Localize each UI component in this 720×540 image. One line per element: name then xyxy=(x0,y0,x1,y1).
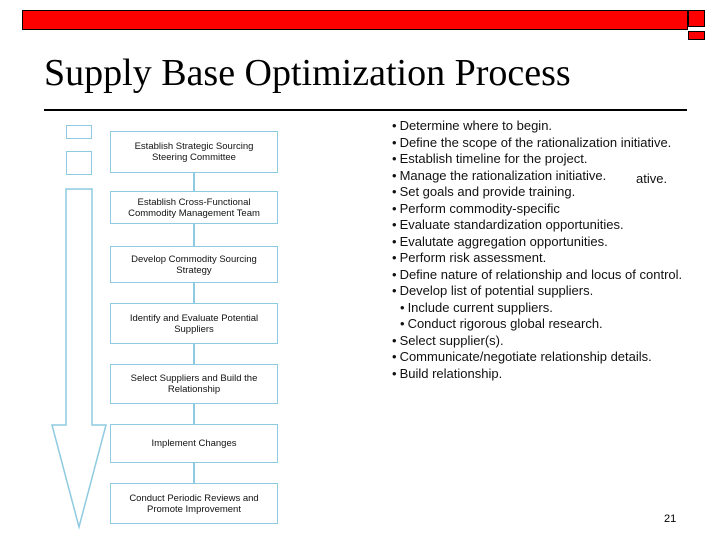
process-flow-diagram xyxy=(30,115,290,535)
bullet-item: • Determine where to begin. xyxy=(392,118,712,135)
page-number: 21 xyxy=(664,513,677,525)
bullet-item: • Establish timeline for the project. xyxy=(392,151,712,168)
bullet-subitem: • Conduct rigorous global research. xyxy=(392,316,712,333)
title-accent-bar xyxy=(22,10,688,30)
bullets-group-3 xyxy=(392,333,712,383)
step-sourcing-strategy: Develop Commodity Sourcing Strategy xyxy=(110,246,278,283)
overlapping-text-fragment: ative. xyxy=(636,171,668,186)
bullet-item: • Define nature of relationship and locus of control. xyxy=(392,267,712,284)
process-arrow xyxy=(30,115,110,535)
step-steering-committee: Establish Strategic Sourcing Steering Committee xyxy=(110,131,278,173)
bullet-list xyxy=(392,118,712,382)
bullet-subitem: • Include current suppliers. xyxy=(392,300,712,317)
flow-connector xyxy=(193,344,195,364)
bullet-item: • Define the scope of the rationalization initiative. xyxy=(392,135,712,152)
step-periodic-reviews: Conduct Periodic Reviews and Promote Improvement xyxy=(110,483,278,524)
step-implement-changes: Implement Changes xyxy=(110,424,278,463)
flow-connector xyxy=(193,463,195,483)
bullet-item: • Select supplier(s). xyxy=(392,333,712,350)
bullet-item: • Evalutate aggregation opportunities. xyxy=(392,234,712,251)
slide-title: Supply Base Optimization Process xyxy=(44,52,571,94)
bullets-group-2 xyxy=(392,168,712,333)
bullet-item: • Manage the rationalization initiative. xyxy=(392,168,712,185)
bullet-item: • Evaluate standardization opportunities. xyxy=(392,217,712,234)
bullets-group-1 xyxy=(392,118,712,168)
arrow-tab-middle xyxy=(66,151,92,175)
bullet-item: • Perform risk assessment. xyxy=(392,250,712,267)
arrow-tab-top xyxy=(66,125,92,139)
flow-connector xyxy=(193,404,195,424)
step-evaluate-suppliers: Identify and Evaluate Potential Suppliers xyxy=(110,303,278,344)
title-underline xyxy=(44,109,687,111)
bullet-item: • Communicate/negotiate relationship details. xyxy=(392,349,712,366)
step-commodity-team: Establish Cross-Functional Commodity Management Team xyxy=(110,191,278,224)
flow-connector xyxy=(193,224,195,246)
bullet-item: • Develop list of potential suppliers. xyxy=(392,283,712,300)
accent-square-large xyxy=(688,10,705,27)
bullet-item: • Set goals and provide training. xyxy=(392,184,712,201)
bullet-item: • Perform commodity-specific xyxy=(392,201,712,218)
accent-square-small xyxy=(688,31,705,40)
flow-connector xyxy=(193,283,195,303)
step-select-suppliers: Select Suppliers and Build the Relationship xyxy=(110,364,278,404)
bullet-item: • Build relationship. xyxy=(392,366,712,383)
